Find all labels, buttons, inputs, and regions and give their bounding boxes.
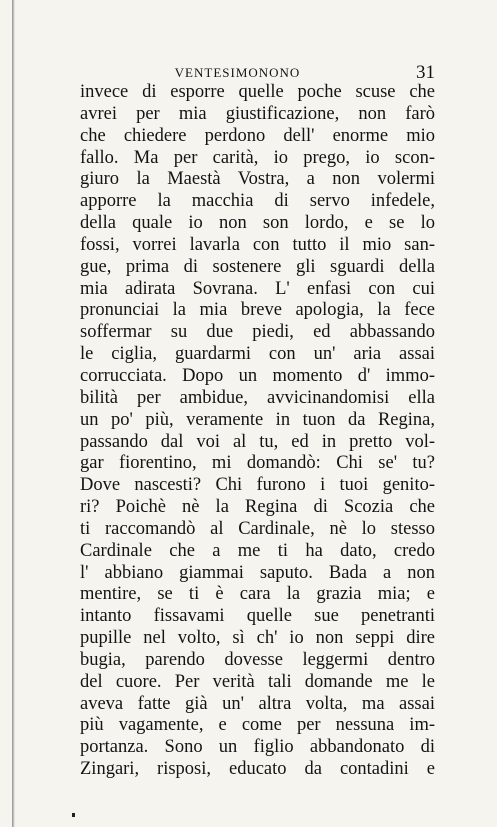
text-line: bugia, parendo dovesse leggermi dentro — [80, 649, 435, 670]
running-title: VENTESIMONONO — [174, 65, 301, 80]
page-gutter-shadow — [12, 0, 15, 827]
text-line: invece di esporre quelle poche scuse che — [80, 82, 435, 102]
text-line: portanza. Sono un figlio abbandonato di — [80, 737, 435, 758]
page-number: 31 — [416, 62, 435, 83]
text-line: apporre la macchia di servo infedele, — [80, 191, 435, 212]
text-line: gar fiorentino, mi domandò: Chi se' tu? — [80, 453, 435, 474]
text-line: avrei per mia giustificazione, non farò — [80, 103, 435, 124]
text-line: Zingari, risposi, educato da contadini e — [80, 759, 435, 780]
text-line: del cuore. Per verità tali domande me le — [80, 671, 435, 692]
text-line: passando dal voi al tu, ed in pretto vol- — [80, 431, 435, 452]
text-line: pronunciai la mia breve apologia, la fece — [80, 300, 435, 321]
text-line: fossi, vorrei lavarla con tutto il mio san- — [80, 234, 435, 255]
text-line: Dove nascesti? Chi furono i tuoi genito- — [80, 475, 435, 496]
text-line: l' abbiano giammai saputo. Bada a non — [80, 562, 435, 583]
text-line: mentire, se ti è cara la grazia mia; e — [80, 584, 435, 605]
text-line: più vagamente, e come per nessuna im- — [80, 715, 435, 736]
text-line: intanto fissavami quelle sue penetranti — [80, 606, 435, 627]
text-line: le ciglia, guardarmi con un' aria assai — [80, 344, 435, 365]
body-text — [80, 82, 435, 781]
text-line: soffermar su due piedi, ed abbassando — [80, 322, 435, 343]
text-line: ri? Poichè nè la Regina di Scozia che — [80, 497, 435, 518]
text-line: che chiedere perdono dell' enorme mio — [80, 125, 435, 146]
text-line: gue, prima di sostenere gli sguardi della — [80, 256, 435, 277]
text-line: un po' più, veramente in tuon da Regina, — [80, 409, 435, 430]
text-line: giuro la Maestà Vostra, a non volermi — [80, 169, 435, 190]
text-line: Cardinale che a me ti ha dato, credo — [80, 540, 435, 561]
text-line: mia adirata Sovrana. L' enfasi con cui — [80, 278, 435, 299]
text-line: bilità per ambidue, avvicinandomisi ella — [80, 387, 435, 408]
text-line: della quale io non son lordo, e se lo — [80, 213, 435, 234]
text-line: aveva fatte già un' altra volta, ma assai — [80, 693, 435, 714]
text-line: fallo. Ma per carità, io prego, io scon- — [80, 147, 435, 168]
text-line: corrucciata. Dopo un momento d' immo- — [80, 365, 435, 386]
printer-mark — [72, 813, 75, 817]
text-line: pupille nel volto, sì ch' io non seppi dire — [80, 628, 435, 649]
text-line: ti raccomandò al Cardinale, nè lo stesso — [80, 518, 435, 539]
